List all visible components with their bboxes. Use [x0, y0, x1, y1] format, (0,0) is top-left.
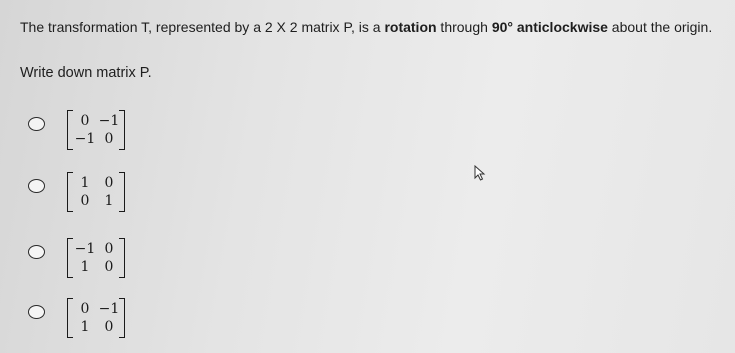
- matrix-option-4: [67, 298, 125, 338]
- radio-button[interactable]: [28, 245, 45, 259]
- matrix-cell: 1: [80, 259, 90, 275]
- matrix-cell: 0: [80, 113, 90, 129]
- answer-option-3[interactable]: [28, 234, 228, 282]
- radio-button[interactable]: [28, 179, 45, 193]
- matrix-cell: −1: [98, 113, 120, 129]
- answer-option-4[interactable]: [28, 294, 228, 342]
- question-text-part: about the origin.: [607, 19, 713, 35]
- matrix-option-2: [67, 172, 125, 212]
- matrix-option-1: [67, 110, 125, 150]
- matrix-cell: 1: [80, 175, 90, 191]
- matrix-cell: 1: [80, 319, 90, 335]
- matrix-cell: 0: [104, 241, 114, 257]
- question-emphasis-angle: 90°: [491, 19, 513, 35]
- answer-option-1[interactable]: [28, 106, 228, 154]
- matrix-cell: 1: [104, 193, 114, 209]
- question-text-part: through: [436, 19, 492, 35]
- matrix-cell: 0: [104, 175, 114, 191]
- radio-button[interactable]: [28, 305, 45, 319]
- matrix-cell: 0: [104, 131, 114, 147]
- question-prompt: Write down matrix P.: [20, 65, 152, 81]
- matrix-cell: 0: [80, 193, 90, 209]
- arrow-pointer-icon: [474, 165, 486, 181]
- question-text: [20, 18, 730, 36]
- matrix-cell: 0: [104, 319, 114, 335]
- matrix-option-3: [67, 238, 125, 278]
- matrix-cell: −1: [74, 241, 96, 257]
- matrix-cell: 0: [80, 301, 90, 317]
- question-emphasis-direction: anticlockwise: [516, 19, 608, 35]
- answer-option-2[interactable]: [28, 168, 228, 216]
- question-emphasis-rotation: rotation: [384, 19, 437, 35]
- question-text-part: The transformation T, represented by a 2 X 2 matrix P, is a: [20, 19, 385, 35]
- matrix-cell: −1: [98, 301, 120, 317]
- radio-button[interactable]: [28, 117, 45, 131]
- matrix-cell: 0: [104, 259, 114, 275]
- matrix-cell: −1: [74, 131, 96, 147]
